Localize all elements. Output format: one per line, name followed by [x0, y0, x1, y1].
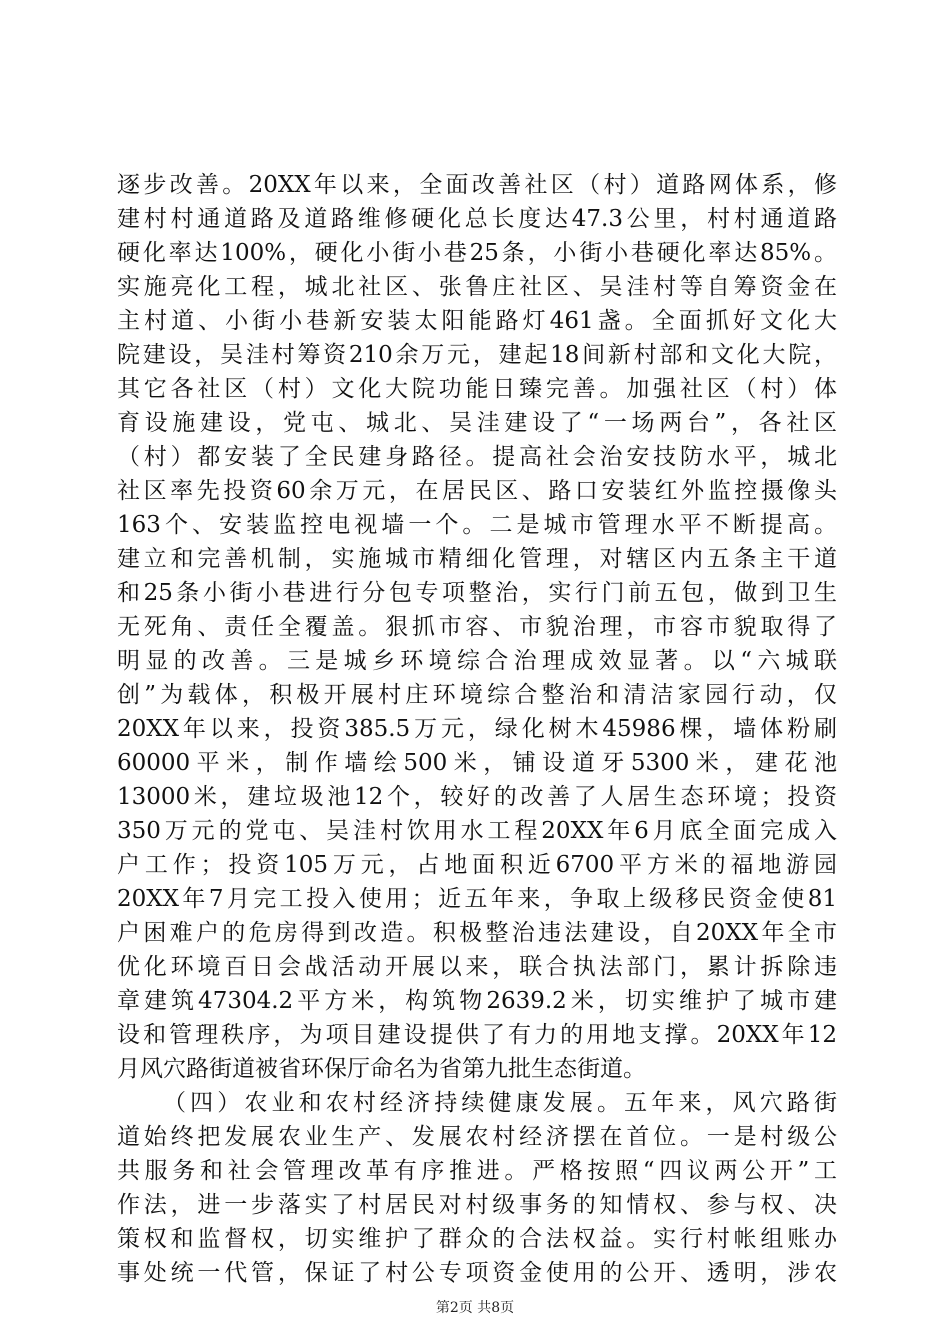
page-number: 第2页 共8页 — [435, 1300, 515, 1316]
text-line: 设和管理秩序，为项目建设提供了有力的用地支撑。20XX年12 — [117, 1022, 837, 1048]
text-line: 60000平米，制作墙绘500米，铺设道牙5300米，建花池 — [117, 750, 837, 776]
text-line: 明显的改善。三是城乡环境综合治理成效显著。以“六城联 — [117, 648, 837, 674]
text-line: 作法，进一步落实了村居民对村级事务的知情权、参与权、决 — [117, 1192, 837, 1218]
text-line: 20XX年以来，投资385.5万元，绿化树木45986棵，墙体粉刷 — [117, 716, 837, 742]
text-line: 章建筑47304.2平方米，构筑物2639.2米，切实维护了城市建 — [117, 988, 837, 1014]
text-line: 育设施建设，党屯、城北、吴洼建设了“一场两台”，各社区 — [117, 410, 837, 436]
text-line: 月风穴路街道被省环保厅命名为省第九批生态街道。 — [117, 1056, 646, 1082]
text-line: 无死角、责任全覆盖。狠抓市容、市貌治理，市容市貌取得了 — [117, 614, 837, 640]
text-line: 逐步改善。20XX年以来，全面改善社区（村）道路网体系，修 — [117, 172, 837, 198]
text-line: 院建设，吴洼村筹资210余万元，建起18间新村部和文化大院， — [117, 342, 837, 368]
text-line: 建立和完善机制，实施城市精细化管理，对辖区内五条主干道 — [117, 546, 837, 572]
text-line: 创”为载体，积极开展村庄环境综合整治和清洁家园行动，仅 — [117, 682, 837, 708]
text-line: 实施亮化工程，城北社区、张鲁庄社区、吴洼村等自筹资金在 — [117, 274, 837, 300]
text-line: 350万元的党屯、吴洼村饮用水工程20XX年6月底全面完成入 — [117, 818, 837, 844]
body-text — [117, 168, 837, 1290]
text-line: 户工作；投资105万元，占地面积近6700平方米的福地游园 — [117, 852, 837, 878]
text-line: 建村村通道路及道路维修硬化总长度达47.3公里，村村通道路 — [117, 206, 837, 232]
text-line: （村）都安装了全民建身路径。提高社会治安技防水平，城北 — [117, 444, 837, 470]
text-line: 道始终把发展农业生产、发展农村经济摆在首位。一是村级公 — [117, 1124, 837, 1150]
text-line: 主村道、小街小巷新安装太阳能路灯461盏。全面抓好文化大 — [117, 308, 837, 334]
page-footer — [0, 1298, 950, 1318]
text-line: 其它各社区（村）文化大院功能日臻完善。加强社区（村）体 — [117, 376, 837, 402]
text-line: 策权和监督权，切实维护了群众的合法权益。实行村帐组账办 — [117, 1226, 837, 1252]
text-line: 20XX年7月完工投入使用；近五年来，争取上级移民资金使81 — [117, 886, 837, 912]
text-line: 和25条小街小巷进行分包专项整治，实行门前五包，做到卫生 — [117, 580, 837, 606]
paragraph-start-line: （四）农业和农村经济持续健康发展。五年来，风穴路街 — [163, 1090, 837, 1116]
text-line: 优化环境百日会战活动开展以来，联合执法部门，累计拆除违 — [117, 954, 837, 980]
text-line: 硬化率达100%，硬化小街小巷25条，小街小巷硬化率达85%。 — [117, 240, 837, 266]
text-line: 事处统一代管，保证了村公专项资金使用的公开、透明，涉农 — [117, 1260, 837, 1286]
text-line: 163个、安装监控电视墙一个。二是城市管理水平不断提高。 — [117, 512, 837, 538]
text-line: 共服务和社会管理改革有序推进。严格按照“四议两公开”工 — [117, 1158, 837, 1184]
text-line: 社区率先投资60余万元，在居民区、路口安装红外监控摄像头 — [117, 478, 837, 504]
text-line: 13000米，建垃圾池12个，较好的改善了人居生态环境；投资 — [117, 784, 837, 810]
text-line: 户困难户的危房得到改造。积极整治违法建设，自20XX年全市 — [117, 920, 837, 946]
